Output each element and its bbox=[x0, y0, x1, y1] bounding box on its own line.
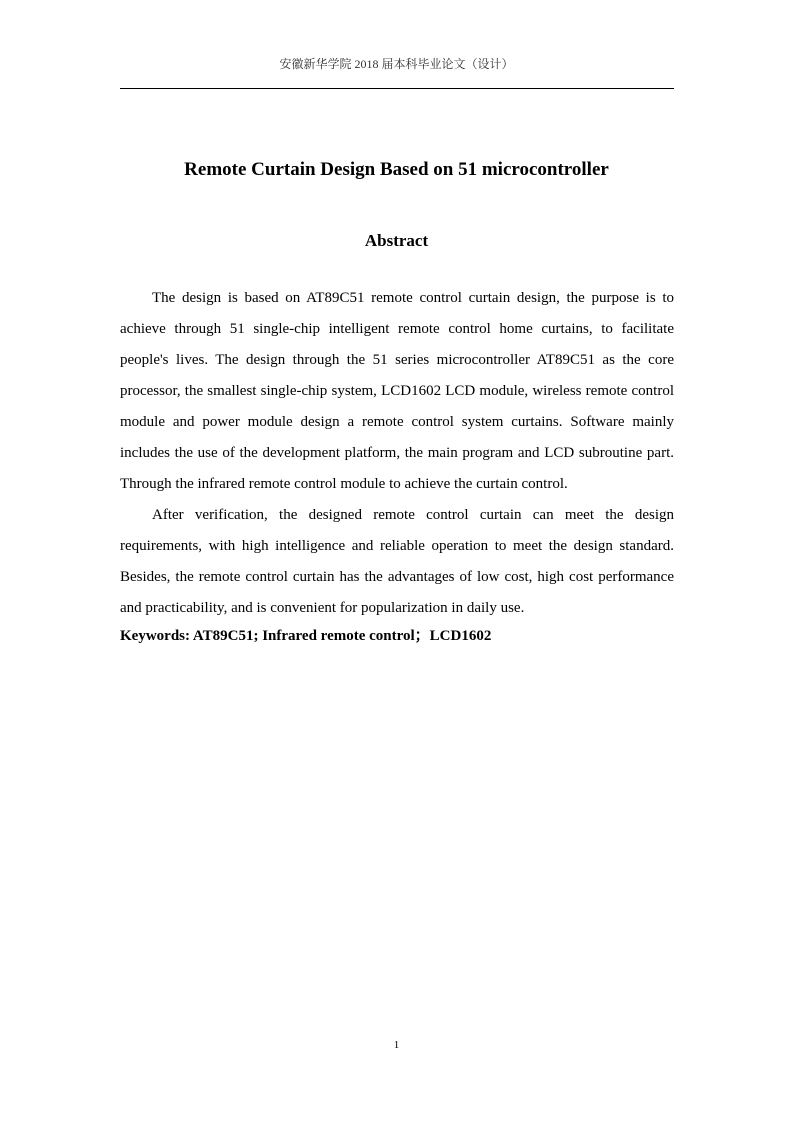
abstract-paragraph: After verification, the designed remote control curtain can meet the design requirements, with high intelligence and reliable operation to meet the design standard. Besides, the remote control curtain has the advantages of low cost, high cost performance and practicability, and is convenient for popularization in daily use. bbox=[120, 507, 674, 616]
paper-title: Remote Curtain Design Based on 51 microcontroller bbox=[184, 159, 609, 180]
keywords-line: Keywords: AT89C51; Infrared remote control；LCD1602 bbox=[120, 628, 492, 644]
abstract-paragraph: The design is based on AT89C51 remote control curtain design, the purpose is to achieve through 51 single-chip intelligent remote control home curtains, to facilitate people's lives. The design through the 51 series microcontroller AT89C51 as the core processor, the smallest single-chip system, LCD1602 LCD module, wireless remote control module and power module design a remote control system curtains. Software mainly includes the use of the development platform, the main program and LCD subroutine part. Through the infrared remote control module to achieve the curtain control. bbox=[120, 290, 674, 492]
running-header: 安徽新华学院 2018 届本科毕业论文（设计） bbox=[279, 57, 514, 71]
header-divider bbox=[120, 88, 674, 89]
abstract-body bbox=[120, 283, 674, 648]
abstract-heading: Abstract bbox=[364, 231, 429, 250]
page-number: 1 bbox=[393, 1039, 400, 1051]
